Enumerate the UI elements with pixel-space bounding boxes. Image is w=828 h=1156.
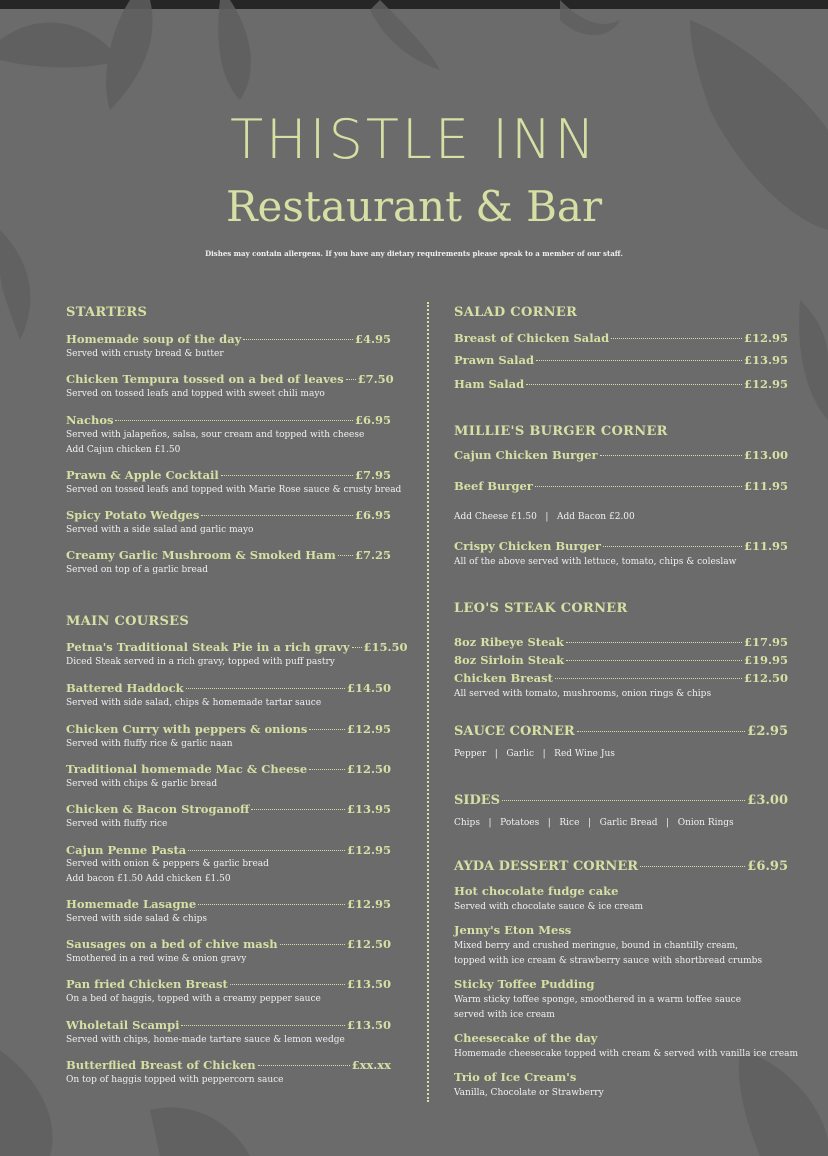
item-name: Spicy Potato Wedges <box>66 508 200 522</box>
dot-leader <box>526 384 742 385</box>
menu-item <box>66 937 391 951</box>
steak-note: All served with tomato, mushrooms, onion rings & chips <box>454 689 712 699</box>
section-heading-dessert: AYDA DESSERT CORNER <box>454 859 639 874</box>
item-description: Diced Steak served in a rich gravy, topped with puff pastry <box>66 657 335 667</box>
item-price: £13.50 <box>346 1018 391 1032</box>
item-description: Served with chocolate sauce & ice cream <box>454 902 643 912</box>
dot-leader <box>566 642 742 643</box>
dot-leader <box>603 546 742 547</box>
dessert-name: Sticky Toffee Pudding <box>454 977 595 991</box>
item-name: Crispy Chicken Burger <box>454 539 601 553</box>
item-name: Chicken Tempura tossed on a bed of leaves <box>66 372 344 386</box>
dot-leader <box>640 866 745 867</box>
menu-item <box>66 468 391 482</box>
restaurant-subtitle: Restaurant & Bar <box>225 182 603 231</box>
dot-leader <box>577 731 746 732</box>
item-name: Ham Salad <box>454 377 525 391</box>
menu-item <box>66 332 391 346</box>
dot-leader <box>555 678 742 679</box>
menu-item <box>66 508 391 522</box>
dot-leader <box>243 339 353 340</box>
dessert-name: Hot chocolate fudge cake <box>454 884 619 898</box>
item-price: £12.50 <box>346 937 391 951</box>
item-price: £6.95 <box>354 508 391 522</box>
menu-item <box>454 353 788 367</box>
dessert-name: Cheesecake of the day <box>454 1031 598 1045</box>
menu-item <box>66 640 408 654</box>
item-description: Add Cajun chicken £1.50 <box>66 445 181 455</box>
menu-item <box>66 843 391 857</box>
dot-leader <box>309 729 345 730</box>
dot-leader <box>198 904 345 905</box>
dot-leader <box>600 455 742 456</box>
item-description: Warm sticky toffee sponge, smoothered in a warm toffee sauce <box>454 995 742 1005</box>
menu-item <box>66 413 391 427</box>
item-description: On a bed of haggis, topped with a creamy pepper sauce <box>66 994 321 1004</box>
item-price: £12.50 <box>743 671 788 685</box>
sauce-options: Pepper | Garlic | Red Wine Jus <box>454 749 615 759</box>
left-column <box>66 0 408 1156</box>
item-name: Traditional homemade Mac & Cheese <box>66 762 308 776</box>
dot-leader <box>230 984 345 985</box>
menu-item <box>454 539 788 553</box>
item-price: £13.95 <box>346 802 391 816</box>
section-heading-burger: MILLIE'S BURGER CORNER <box>454 424 668 439</box>
item-name: Breast of Chicken Salad <box>454 331 610 345</box>
allergen-note: Dishes may contain allergens. If you have any dietary requirements please speak to a member of our staff. <box>205 249 623 258</box>
item-name: Pan fried Chicken Breast <box>66 977 228 991</box>
item-price: £12.95 <box>346 897 391 911</box>
item-price: £11.95 <box>743 539 788 553</box>
section-heading-sauce: SAUCE CORNER <box>454 724 575 739</box>
item-name: Chicken & Bacon Stroganoff <box>66 802 250 816</box>
item-price: £13.50 <box>346 977 391 991</box>
item-price: £17.95 <box>743 635 788 649</box>
menu-item <box>66 1018 391 1032</box>
item-price: £12.95 <box>743 331 788 345</box>
item-description: Add bacon £1.50 Add chicken £1.50 <box>66 874 231 884</box>
item-description: Served with a side salad and garlic mayo <box>66 525 254 535</box>
menu-item <box>66 897 391 911</box>
menu-item <box>454 448 788 462</box>
item-price: £7.50 <box>357 372 394 386</box>
menu-item <box>66 802 391 816</box>
item-name: Homemade soup of the day <box>66 332 242 346</box>
sauce-price: £2.95 <box>747 724 788 739</box>
menu-item <box>454 653 788 667</box>
section-heading-salad: SALAD CORNER <box>454 305 578 320</box>
menu-item <box>454 479 788 493</box>
dot-leader <box>181 1025 345 1026</box>
item-description: Served with side salad & chips <box>66 914 207 924</box>
menu-item <box>66 762 391 776</box>
dot-leader <box>280 944 345 945</box>
item-price: £12.95 <box>743 377 788 391</box>
item-price: £15.50 <box>363 640 408 654</box>
dot-leader <box>115 420 353 421</box>
section-heading-mains: MAIN COURSES <box>66 614 190 629</box>
item-description: served with ice cream <box>454 1010 555 1020</box>
item-price: £12.95 <box>346 722 391 736</box>
item-price: £12.50 <box>346 762 391 776</box>
menu-item <box>454 635 788 649</box>
item-name: Creamy Garlic Mushroom & Smoked Ham <box>66 548 336 562</box>
dot-leader <box>611 338 742 339</box>
item-name: 8oz Sirloin Steak <box>454 653 565 667</box>
item-name: Chicken Breast <box>454 671 553 685</box>
item-price: £13.00 <box>743 448 788 462</box>
dot-leader <box>188 850 345 851</box>
item-price: £14.50 <box>346 681 391 695</box>
item-name: 8oz Ribeye Steak <box>454 635 564 649</box>
column-divider <box>427 302 430 1102</box>
dot-leader <box>566 660 742 661</box>
item-description: Homemade cheesecake topped with cream & served with vanilla ice cream <box>454 1049 799 1059</box>
section-heading-steak: LEO'S STEAK CORNER <box>454 601 628 616</box>
right-column <box>454 0 799 1156</box>
dessert-heading <box>454 859 788 874</box>
item-description: Served with chips & garlic bread <box>66 779 218 789</box>
item-name: Chicken Curry with peppers & onions <box>66 722 308 736</box>
item-name: Cajun Penne Pasta <box>66 843 187 857</box>
item-price: £12.95 <box>346 843 391 857</box>
menu-item <box>66 1058 391 1072</box>
menu-item <box>66 681 391 695</box>
section-heading-starters: STARTERS <box>66 305 148 320</box>
item-description: Served with chips, home-made tartare sauce & lemon wedge <box>66 1035 345 1045</box>
item-name: Butterflied Breast of Chicken <box>66 1058 256 1072</box>
item-name: Sausages on a bed of chive mash <box>66 937 278 951</box>
dessert-name: Jenny's Eton Mess <box>454 923 572 937</box>
item-name: Prawn Salad <box>454 353 535 367</box>
item-description: Smothered in a red wine & onion gravy <box>66 954 247 964</box>
dot-leader <box>352 647 362 648</box>
item-description: Served with side salad, chips & homemade tartar sauce <box>66 698 322 708</box>
item-price: £6.95 <box>354 413 391 427</box>
item-name: Petna's Traditional Steak Pie in a rich gravy <box>66 640 350 654</box>
dot-leader <box>502 800 745 801</box>
dessert-name: Trio of Ice Cream's <box>454 1070 577 1084</box>
dot-leader <box>536 360 742 361</box>
dot-leader <box>251 809 345 810</box>
item-description: Served on tossed leafs and topped with Marie Rose sauce & crusty bread <box>66 485 402 495</box>
item-description: Served on tossed leafs and topped with sweet chili mayo <box>66 389 325 399</box>
item-price: £7.95 <box>354 468 391 482</box>
menu-item <box>454 377 788 391</box>
item-description: Served on top of a garlic bread <box>66 565 209 575</box>
item-price: £7.25 <box>354 548 391 562</box>
item-name: Nachos <box>66 413 114 427</box>
menu-item <box>66 372 394 386</box>
dessert-price: £6.95 <box>747 859 788 874</box>
item-description: Served with onion & peppers & garlic bread <box>66 859 269 869</box>
menu-item <box>66 977 391 991</box>
item-description: Vanilla, Chocolate or Strawberry <box>454 1088 604 1098</box>
sides-heading <box>454 793 788 808</box>
item-description: Served with crusty bread & butter <box>66 349 224 359</box>
section-heading-sides: SIDES <box>454 793 501 808</box>
item-price: £11.95 <box>743 479 788 493</box>
item-price: £4.95 <box>354 332 391 346</box>
sides-price: £3.00 <box>747 793 788 808</box>
dot-leader <box>346 379 356 380</box>
dot-leader <box>258 1065 350 1066</box>
dot-leader <box>201 515 353 516</box>
dot-leader <box>309 769 345 770</box>
sides-options: Chips | Potatoes | Rice | Garlic Bread | Onion Rings <box>454 818 734 828</box>
item-price: £19.95 <box>743 653 788 667</box>
menu-item <box>66 548 391 562</box>
item-description: Served with fluffy rice & garlic naan <box>66 739 233 749</box>
item-description: Mixed berry and crushed meringue, bound in chantilly cream, <box>454 941 739 951</box>
sauce-heading <box>454 724 788 739</box>
restaurant-name: THISTLE INN <box>230 108 598 171</box>
item-name: Wholetail Scampi <box>66 1018 180 1032</box>
burger-note: All of the above served with lettuce, tomato, chips & coleslaw <box>454 557 737 567</box>
item-name: Beef Burger <box>454 479 533 493</box>
item-name: Prawn & Apple Cocktail <box>66 468 219 482</box>
menu-item <box>66 722 391 736</box>
item-description: Served with fluffy rice <box>66 819 168 829</box>
item-name: Cajun Chicken Burger <box>454 448 598 462</box>
item-name: Homemade Lasagne <box>66 897 197 911</box>
item-price: £xx.xx <box>351 1058 391 1072</box>
dot-leader <box>221 475 353 476</box>
dot-leader <box>535 486 742 487</box>
burger-addons: Add Cheese £1.50 | Add Bacon £2.00 <box>454 512 635 522</box>
item-description: topped with ice cream & strawberry sauce with shortbread crumbs <box>454 956 763 966</box>
menu-item <box>454 331 788 345</box>
item-description: Served with jalapeños, salsa, sour cream and topped with cheese <box>66 430 365 440</box>
item-price: £13.95 <box>743 353 788 367</box>
menu-item <box>454 671 788 685</box>
item-description: On top of haggis topped with peppercorn sauce <box>66 1075 284 1085</box>
item-name: Battered Haddock <box>66 681 184 695</box>
dot-leader <box>186 688 345 689</box>
dot-leader <box>338 555 353 556</box>
